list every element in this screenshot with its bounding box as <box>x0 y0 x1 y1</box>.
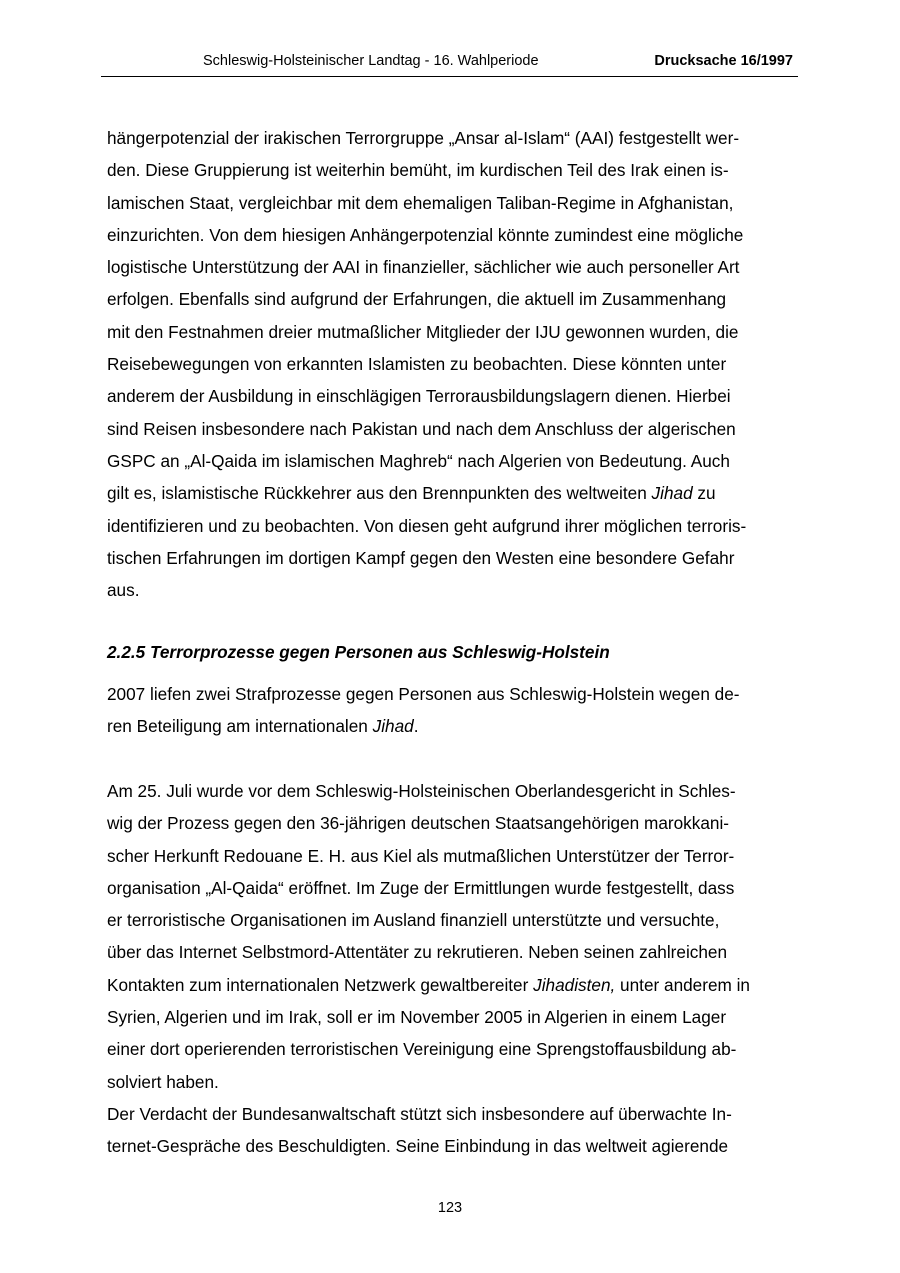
text-line: einer dort operierenden terroristischen Vereinigung eine Sprengstoffausbildung ab- <box>107 1039 737 1060</box>
text-line: Kontakten zum internationalen Netzwerk gewaltbereiter Jihadisten, unter anderem in <box>107 974 750 995</box>
text-line: den. Diese Gruppierung ist weiterhin bemüht, im kurdischen Teil des Irak einen is- <box>107 160 729 181</box>
section-heading: 2.2.5 Terrorprozesse gegen Personen aus Schleswig-Holstein <box>107 642 610 662</box>
text-line: lamischen Staat, vergleichbar mit dem ehemaligen Taliban-Regime in Afghanistan, <box>107 192 734 213</box>
text-line: gilt es, islamistische Rückkehrer aus den Brennpunkten des weltweiten Jihad zu <box>107 483 716 504</box>
text-line: über das Internet Selbstmord-Attentäter zu rekrutieren. Neben seinen zahlreichen <box>107 942 728 963</box>
text-line: organisation „Al-Qaida“ eröffnet. Im Zuge der Ermittlungen wurde festgestellt, dass <box>107 877 735 898</box>
text-line: Der Verdacht der Bundesanwaltschaft stützt sich insbesondere auf überwachte In- <box>107 1103 732 1124</box>
text-line: wig der Prozess gegen den 36-jährigen deutschen Staatsangehörigen marokkani- <box>107 813 730 834</box>
italic-term: Jihad <box>651 483 693 504</box>
italic-term: Jihadisten, <box>533 974 616 995</box>
text-line: mit den Festnahmen dreier mutmaßlicher Mitglieder der IJU gewonnen wurden, die <box>107 321 739 342</box>
text-line: er terroristische Organisationen im Ausland finanziell unterstützte und versuchte, <box>107 910 720 931</box>
text-line: ren Beteiligung am internationalen Jihad. <box>107 716 419 737</box>
document-number: Drucksache 16/1997 <box>654 53 793 69</box>
text-line: hängerpotenzial der irakischen Terrorgruppe „Ansar al-Islam“ (AAI) festgestellt wer- <box>107 128 740 148</box>
text-line: 2007 liefen zwei Strafprozesse gegen Personen aus Schleswig-Holstein wegen de- <box>107 684 740 704</box>
text-line: GSPC an „Al-Qaida im islamischen Maghreb“ nach Algerien von Bedeutung. Auch <box>107 450 730 471</box>
text-line: Reisebewegungen von erkannten Islamisten zu beobachten. Diese könnten unter <box>107 354 727 375</box>
page-number: 123 <box>437 1200 463 1216</box>
text-line: sind Reisen insbesondere nach Pakistan und nach dem Anschluss der algerischen <box>107 418 736 439</box>
text-line: anderem der Ausbildung in einschlägigen Terrorausbildungslagern dienen. Hierbei <box>107 386 731 407</box>
text-line: einzurichten. Von dem hiesigen Anhängerpotenzial könnte zumindest eine mögliche <box>107 224 744 245</box>
text-line: Syrien, Algerien und im Irak, soll er im November 2005 in Algerien in einem Lager <box>107 1007 727 1028</box>
italic-term: Jihad <box>372 716 414 737</box>
text-line: ternet-Gespräche des Beschuldigten. Seine Einbindung in das weltweit agierende <box>107 1136 729 1157</box>
text-line: tischen Erfahrungen im dortigen Kampf gegen den Westen eine besondere Gefahr <box>107 547 735 568</box>
text-line: logistische Unterstützung der AAI in finanzieller, sächlicher wie auch personeller Art <box>107 257 740 278</box>
paragraph-intro <box>107 122 807 606</box>
paragraph-trial <box>107 775 807 1163</box>
text-line: identifizieren und zu beobachten. Von diesen geht aufgrund ihrer möglichen terroris- <box>107 515 747 536</box>
text-line: Am 25. Juli wurde vor dem Schleswig-Holsteinischen Oberlandesgericht in Schles- <box>107 781 736 801</box>
header-title: Schleswig-Holsteinischer Landtag - 16. Wahlperiode <box>203 53 539 69</box>
text-line: erfolgen. Ebenfalls sind aufgrund der Erfahrungen, die aktuell im Zusammenhang <box>107 289 727 310</box>
text-line: aus. <box>107 580 140 601</box>
text-line: scher Herkunft Redouane E. H. aus Kiel als mutmaßlichen Unterstützer der Terror- <box>107 845 735 866</box>
text-line: solviert haben. <box>107 1071 219 1092</box>
paragraph-summary <box>107 678 807 743</box>
page-header <box>101 52 798 77</box>
